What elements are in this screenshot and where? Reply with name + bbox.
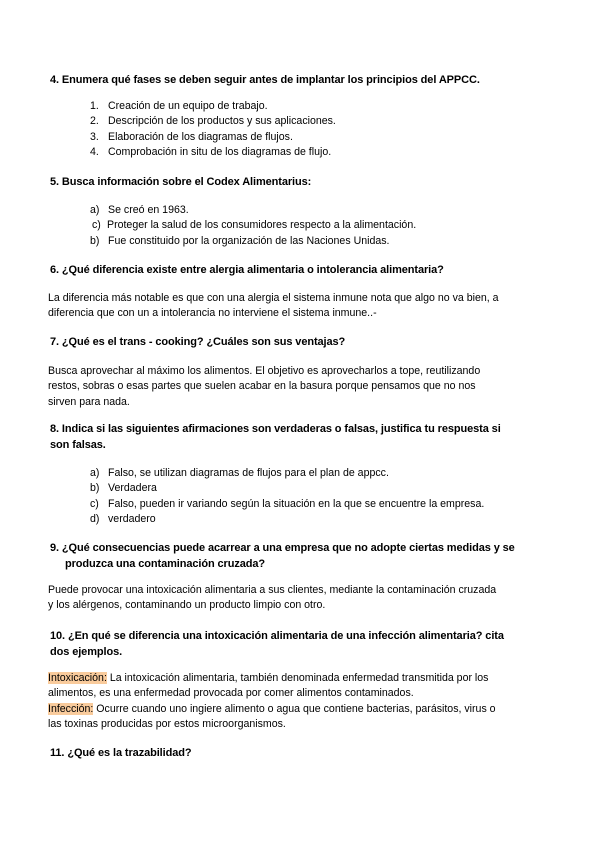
answer-line: Puede provocar una intoxicación alimentaria a sus clientes, mediante la contaminación cruzada xyxy=(48,584,497,596)
list-item xyxy=(90,497,484,512)
answer-line: y los alérgenos, contaminando un producto limpio con otro. xyxy=(48,599,326,612)
question-5-title: 5. Busca información sobre el Codex Alimentarius: xyxy=(50,176,312,188)
question-9-answer xyxy=(48,583,496,614)
list-marker: 2. xyxy=(90,115,99,128)
intoxication-text: La intoxicación alimentaria, también denominada enfermedad transmitida por los xyxy=(106,672,489,684)
title-line: dos ejemplos. xyxy=(50,646,123,658)
list-item xyxy=(90,481,484,496)
list-item xyxy=(90,114,336,129)
title-line: 9. ¿Qué consecuencias puede acarrear a una empresa que no adopte ciertas medidas y se xyxy=(50,542,515,554)
question-5-list xyxy=(90,203,416,249)
list-item xyxy=(90,130,336,145)
infection-text: Ocurre cuando uno ingiere alimento o agua que contiene bacterias, parásitos, virus o xyxy=(93,702,496,715)
question-10-title xyxy=(50,628,504,660)
title-line: produzca una contaminación cruzada? xyxy=(65,558,266,570)
answer-line: Busca aprovechar al máximo los alimentos. El objetivo es aprovecharlos a tope, reutilizando xyxy=(48,365,481,377)
list-item xyxy=(90,234,416,249)
list-marker: 3. xyxy=(90,130,99,143)
list-marker: d) xyxy=(90,513,100,526)
list-item-text: Elaboración de los diagramas de flujos. xyxy=(108,130,293,143)
list-item-text: Verdadera xyxy=(108,482,157,495)
list-marker: c) xyxy=(90,497,99,510)
list-item-text: verdadero xyxy=(108,513,156,526)
list-marker: a) xyxy=(90,204,100,216)
answer-line xyxy=(48,671,496,686)
list-item xyxy=(92,218,416,233)
list-item-text: Falso, se utilizan diagramas de flujos para el plan de appcc. xyxy=(108,467,389,479)
question-6-title: 6. ¿Qué diferencia existe entre alergia alimentaria o intolerancia alimentaria? xyxy=(50,264,444,276)
list-item xyxy=(90,203,416,218)
list-marker: 1. xyxy=(90,100,99,112)
list-item-text: Comprobación in situ de los diagramas de flujo. xyxy=(108,146,332,159)
list-item xyxy=(90,512,484,527)
list-item-text: Falso, pueden ir variando según la situación en la que se encuentre la empresa. xyxy=(108,497,485,510)
list-marker: a) xyxy=(90,467,100,479)
list-item-text: Descripción de los productos y sus aplicaciones. xyxy=(108,115,336,128)
answer-line: La diferencia más notable es que con una alergia el sistema inmune nota que algo no va bien, a xyxy=(48,292,499,304)
list-marker: b) xyxy=(90,482,100,495)
question-10-answer xyxy=(48,671,496,733)
list-item-text: Creación de un equipo de trabajo. xyxy=(108,100,268,112)
question-11-title: 11. ¿Qué es la trazabilidad? xyxy=(50,747,192,759)
list-item xyxy=(90,99,336,114)
answer-line: restos, sobras o esas partes que suelen acabar en la basura porque pensamos que no nos xyxy=(48,380,476,393)
list-marker: 4. xyxy=(90,146,99,159)
question-4-list xyxy=(90,99,336,161)
question-8-title xyxy=(50,421,501,453)
answer-line: las toxinas producidas por estos microorganismos. xyxy=(48,718,286,731)
title-line: 10. ¿En qué se diferencia una intoxicación alimentaria de una infección alimentaria? cita xyxy=(50,630,504,642)
list-marker: b) xyxy=(90,234,100,247)
list-marker: c) xyxy=(92,219,101,232)
question-6-answer xyxy=(48,291,499,322)
answer-line: alimentos, es una enfermedad provocada por comer alimentos contaminados. xyxy=(48,687,414,700)
list-item xyxy=(90,145,336,160)
list-item xyxy=(90,466,484,481)
intoxication-label: Intoxicación: xyxy=(48,672,107,684)
infection-label: Infección: xyxy=(48,702,94,715)
question-9-title xyxy=(50,540,515,572)
question-7-title: 7. ¿Qué es el trans - cooking? ¿Cuáles son sus ventajas? xyxy=(50,336,346,348)
answer-line: diferencia que con un a intolerancia no interviene el sistema inmune..- xyxy=(48,307,377,320)
question-8-list xyxy=(90,466,484,528)
question-7-answer xyxy=(48,364,480,410)
list-item-text: Fue constituido por la organización de las Naciones Unidas. xyxy=(108,234,390,247)
answer-line: sirven para nada. xyxy=(48,395,130,408)
list-item-text: Se creó en 1963. xyxy=(108,204,189,216)
title-line: 8. Indica si las siguientes afirmaciones son verdaderas o falsas, justifica tu respuesta si xyxy=(50,423,501,435)
question-4-title: 4. Enumera qué fases se deben seguir antes de implantar los principios del APPCC. xyxy=(50,74,480,86)
answer-line xyxy=(48,702,496,717)
list-item-text: Proteger la salud de los consumidores respecto a la alimentación. xyxy=(107,219,417,232)
title-line: son falsas. xyxy=(50,439,106,451)
